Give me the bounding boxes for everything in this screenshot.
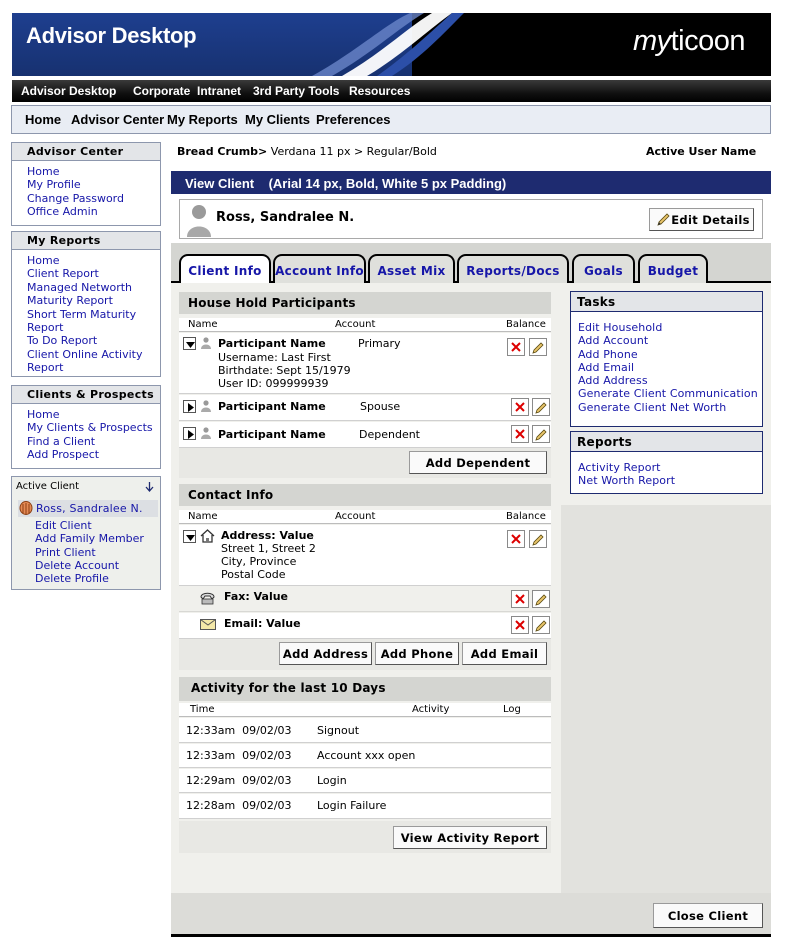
sidebar-link-short-term-maturity[interactable]: Short Term Maturity <box>27 307 137 321</box>
activity-description: Signout <box>317 724 360 737</box>
close-client-button[interactable]: Close Client <box>653 903 763 928</box>
delete-x-icon[interactable] <box>507 530 525 548</box>
contact-column-headers <box>179 510 551 524</box>
address-line-postal: Postal Code <box>221 568 286 581</box>
pencil-edit-icon[interactable] <box>529 530 547 548</box>
household-column-headers <box>179 318 551 332</box>
pencil-edit-icon[interactable] <box>532 398 550 416</box>
address-line-street: Street 1, Street 2 <box>221 542 316 555</box>
activity-footer <box>179 821 551 853</box>
active-client-name[interactable]: Ross, Sandralee N. <box>36 502 143 515</box>
tab-reports-docs[interactable]: Reports/Docs <box>457 254 569 283</box>
contact-footer <box>179 639 551 670</box>
sidebar-link-client-online-activity[interactable]: Client Online Activity <box>27 347 143 361</box>
person-icon <box>201 427 211 439</box>
expand-triangle-icon[interactable] <box>183 427 196 440</box>
sidebar-my-reports-title: My Reports <box>12 232 160 250</box>
tab-goals[interactable]: Goals <box>572 254 635 283</box>
active-user-name: Active User Name <box>646 145 757 158</box>
active-client-print-client[interactable]: Print Client <box>35 545 96 559</box>
active-client-add-family-member[interactable]: Add Family Member <box>35 532 144 546</box>
view-activity-report-button[interactable]: View Activity Report <box>393 826 547 849</box>
column-log: Log <box>503 704 521 715</box>
column-time: Time <box>190 704 215 715</box>
contact-section-title: Contact Info <box>179 484 551 506</box>
active-client-delete-account[interactable]: Delete Account <box>35 558 120 572</box>
top-nav-3rd-party-tools[interactable]: 3rd Party Tools <box>253 84 340 98</box>
breadcrumb-path[interactable]: Verdana 11 px > Regular/Bold <box>267 145 437 158</box>
active-client-delete-profile[interactable]: Delete Profile <box>35 572 109 586</box>
sidebar-link-change-password[interactable]: Change Password <box>27 191 124 205</box>
email-label[interactable]: Email: Value <box>224 617 301 630</box>
activity-description: Account xxx open <box>317 749 416 762</box>
sidebar-link-short-term-maturity-report[interactable]: Report <box>27 321 64 335</box>
person-icon <box>201 337 211 349</box>
active-client-selected[interactable] <box>18 500 158 517</box>
task-edit-household[interactable]: Edit Household <box>578 321 663 334</box>
pencil-edit-icon[interactable] <box>532 590 550 608</box>
reports-panel <box>570 431 763 494</box>
task-add-account[interactable]: Add Account <box>578 334 649 348</box>
sidebar-link-client-online-activity-report[interactable]: Report <box>27 361 64 375</box>
tab-client-info[interactable]: Client Info <box>179 254 271 285</box>
bottom-border <box>171 934 771 937</box>
task-generate-client-communication[interactable]: Generate Client Communication <box>578 387 758 401</box>
active-client-edit-client[interactable]: Edit Client <box>35 519 92 532</box>
delete-x-icon[interactable] <box>507 338 525 356</box>
add-dependent-button[interactable]: Add Dependent <box>409 451 547 474</box>
activity-time: 12:33am 09/02/03 <box>186 724 292 737</box>
sidebar-my-reports <box>11 231 161 377</box>
participant-birthdate: Birthdate: Sept 15/1979 <box>218 364 351 377</box>
participant-row-primary <box>179 333 551 394</box>
activity-description: Login Failure <box>317 799 387 812</box>
activity-row <box>179 794 551 819</box>
address-line-city: City, Province <box>221 555 297 568</box>
sidebar-link-client-report[interactable]: Client Report <box>27 267 99 281</box>
top-nav-corporate-intranet[interactable]: Corporate Intranet <box>133 84 242 98</box>
participant-account: Dependent <box>359 428 420 441</box>
client-folder-icon <box>19 501 33 515</box>
pencil-edit-icon[interactable] <box>532 616 550 634</box>
active-client-title: Active Client <box>16 481 80 492</box>
sidebar-clients-prospects-title: Clients & Prospects <box>12 386 160 404</box>
right-column-bg <box>561 505 771 893</box>
delete-x-icon[interactable] <box>511 590 529 608</box>
household-footer <box>179 448 551 478</box>
sidebar-advisor-center-title: Advisor Center <box>12 143 160 161</box>
person-icon <box>201 400 211 412</box>
column-balance: Balance <box>506 319 546 330</box>
contact-email-row <box>179 613 551 639</box>
sidebar-link-managed-networth[interactable]: Managed Networth <box>27 280 133 294</box>
sidebar-link-home[interactable]: Home <box>27 165 60 178</box>
participant-user-id: User ID: 099999939 <box>218 377 329 390</box>
activity-time: 12:28am 09/02/03 <box>186 799 292 812</box>
nav-my-reports[interactable]: My Reports <box>167 112 238 127</box>
column-name: Name <box>188 319 218 330</box>
contact-fax-row <box>179 587 551 612</box>
sidebar-link-clients-home[interactable]: Home <box>27 408 60 421</box>
header-banner <box>12 13 771 76</box>
top-nav-advisor-desktop[interactable]: Advisor Desktop <box>21 84 117 98</box>
sidebar-link-add-prospect[interactable]: Add Prospect <box>27 448 100 462</box>
tab-budget[interactable]: Budget <box>638 254 708 283</box>
sidebar-advisor-center <box>11 142 161 226</box>
pencil-edit-icon[interactable] <box>532 425 550 443</box>
pencil-edit-icon[interactable] <box>529 338 547 356</box>
top-nav <box>12 80 771 102</box>
column-balance: Balance <box>506 511 546 522</box>
top-nav-resources[interactable]: Resources <box>349 84 411 98</box>
add-email-button[interactable]: Add Email <box>462 642 547 665</box>
delete-x-icon[interactable] <box>511 616 529 634</box>
nav-preferences[interactable]: Preferences <box>316 112 391 127</box>
pencil-edit-icon <box>656 212 671 227</box>
brand-logo: myticoon <box>632 25 745 57</box>
client-name: Ross, Sandralee N. <box>216 210 355 225</box>
activity-section-title: Activity for the last 10 Days <box>179 677 551 701</box>
activity-description: Login <box>317 774 347 787</box>
arrow-down-icon[interactable] <box>145 482 154 492</box>
envelope-icon <box>200 619 216 630</box>
app-title: Advisor Desktop <box>26 23 197 48</box>
sidebar-link-to-do-report[interactable]: To Do Report <box>27 334 98 348</box>
household-section-title: House Hold Participants <box>179 292 551 314</box>
tab-account-info[interactable]: Account Info <box>273 254 366 283</box>
column-activity: Activity <box>412 704 450 715</box>
breadcrumb <box>177 145 437 158</box>
add-address-button[interactable]: Add Address <box>279 642 372 665</box>
bottom-action-bar <box>171 893 771 935</box>
column-account: Account <box>335 511 376 522</box>
participant-name[interactable]: Participant Name <box>218 428 326 441</box>
view-client-note: (Arial 14 px, Bold, White 5 px Padding) <box>268 176 507 191</box>
reports-title: Reports <box>571 432 762 452</box>
sidebar-active-client <box>11 476 161 590</box>
task-add-phone[interactable]: Add Phone <box>578 347 638 361</box>
fax-label[interactable]: Fax: Value <box>224 590 289 603</box>
nav-home[interactable]: Home <box>25 112 62 127</box>
breadcrumb-label: Bread Crumb> <box>177 145 268 158</box>
report-net-worth[interactable]: Net Worth Report <box>578 474 676 488</box>
participant-row-spouse <box>179 395 551 421</box>
edit-details-button[interactable]: Edit Details <box>649 208 754 231</box>
person-icon <box>186 203 212 237</box>
nav-advisor-center[interactable]: Advisor Center <box>71 112 165 127</box>
expand-triangle-icon[interactable] <box>183 400 196 413</box>
participant-row-dependent <box>179 422 551 448</box>
participant-name[interactable]: Participant Name <box>218 337 326 350</box>
secondary-nav <box>11 105 771 134</box>
activity-column-headers <box>179 703 551 717</box>
task-add-address[interactable]: Add Address <box>578 374 648 388</box>
activity-row <box>179 744 551 768</box>
sidebar-link-reports-home[interactable]: Home <box>27 254 60 267</box>
sidebar-link-find-client[interactable]: Find a Client <box>27 434 96 448</box>
participant-account: Spouse <box>360 400 401 413</box>
report-activity[interactable]: Activity Report <box>578 461 661 474</box>
fax-icon <box>199 590 216 605</box>
sidebar-link-my-clients-prospects[interactable]: My Clients & Prospects <box>27 421 153 435</box>
activity-time: 12:33am 09/02/03 <box>186 749 292 762</box>
participant-name[interactable]: Participant Name <box>218 400 326 413</box>
column-account: Account <box>335 319 376 330</box>
sidebar-link-office-admin[interactable]: Office Admin <box>27 205 98 219</box>
collapse-triangle-icon[interactable] <box>183 337 196 350</box>
delete-x-icon[interactable] <box>511 398 529 416</box>
tasks-title: Tasks <box>571 292 762 312</box>
sidebar-link-maturity-report[interactable]: Maturity Report <box>27 294 113 308</box>
activity-row <box>179 769 551 793</box>
activity-row <box>179 718 551 743</box>
activity-time: 12:29am 09/02/03 <box>186 774 292 787</box>
client-name-panel <box>179 199 763 239</box>
sidebar-link-my-profile[interactable]: My Profile <box>27 178 81 192</box>
participant-username: Username: Last First <box>218 351 331 364</box>
delete-x-icon[interactable] <box>511 425 529 443</box>
task-add-email[interactable]: Add Email <box>578 360 635 374</box>
participant-account: Primary <box>358 337 401 350</box>
view-client-title: View Client <box>185 176 255 191</box>
nav-my-clients[interactable]: My Clients <box>245 112 311 127</box>
task-generate-client-net-worth[interactable]: Generate Client Net Worth <box>578 400 727 414</box>
column-name: Name <box>188 511 218 522</box>
tab-asset-mix[interactable]: Asset Mix <box>368 254 455 283</box>
contact-address-row <box>179 525 551 586</box>
add-phone-button[interactable]: Add Phone <box>375 642 459 665</box>
tasks-panel <box>570 291 763 427</box>
sidebar-clients-prospects <box>11 385 161 469</box>
address-label[interactable]: Address: Value <box>221 529 314 542</box>
view-client-header <box>171 171 771 194</box>
collapse-triangle-icon[interactable] <box>183 530 196 543</box>
house-icon <box>200 529 215 543</box>
